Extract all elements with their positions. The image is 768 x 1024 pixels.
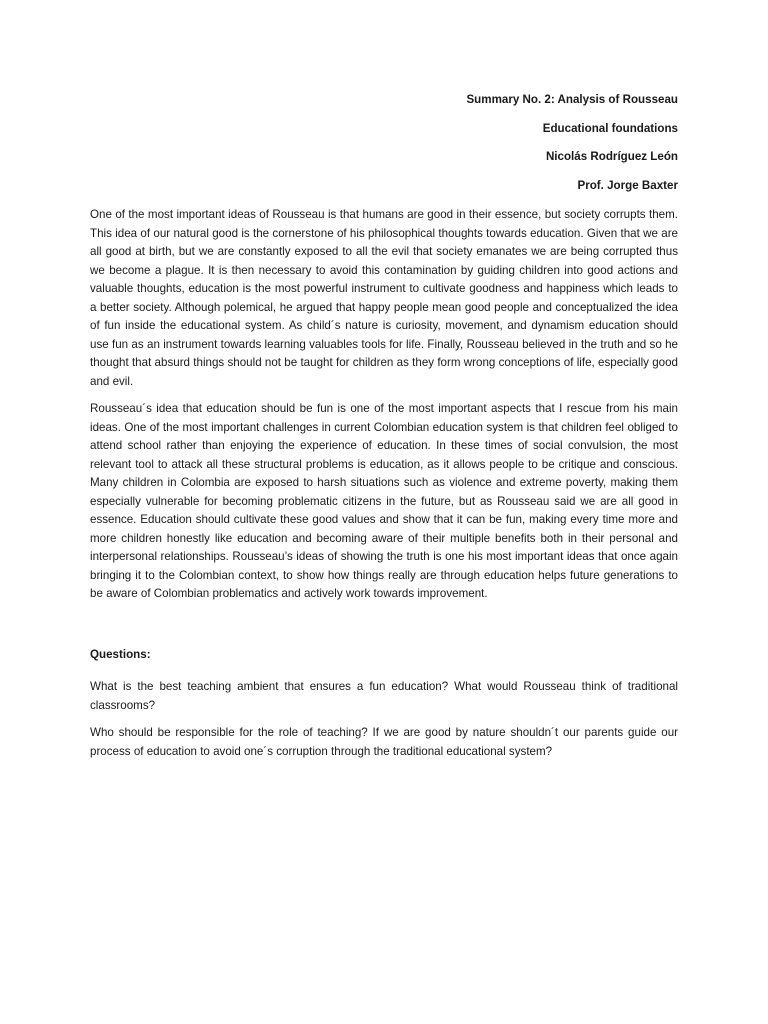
question-1: What is the best teaching ambient that ensures a fun education? What would Rousseau think of traditional classrooms? [90, 680, 678, 712]
questions-heading: Questions: [90, 647, 151, 661]
document-content [90, 92, 678, 1012]
professor-name: Prof. Jorge Baxter [577, 178, 678, 192]
author-name: Nicolás Rodríguez León [545, 150, 678, 163]
course-name: Educational foundations [542, 121, 678, 135]
body-paragraph-2: Rousseau´s idea that education should be fun is one of the most important aspects that I rescue from his main ideas. One of the most important challenges in current Colombian education system is that children feel obliged to attend school rather than enjoying the experience of education. In these times of social convulsion, the most relevant tool to attack all these structural problems is education, as it allows people to be critique and conscious. Many children in Colombia are exposed to harsh situations such as violence and extreme poverty, making them especially vulnerable for becoming problematic citizens in the future, but as Rousseau said we are all good in essence. Education should cultivate these good values and show that it can be fun, making every time more and more children honestly like education and becoming aware of their multiple benefits both in their personal and interpersonal relationships. Rousseau’s ideas of showing the truth is one his most important ideas that once again bringing it to the Colombian context, to show how things really are through education helps future generations to be aware of Colombian problematics and actively work towards improvement. [90, 402, 678, 600]
document-header [90, 92, 678, 193]
document-title: Summary No. 2: Analysis of Rousseau [466, 93, 678, 106]
question-2: Who should be responsible for the role of teaching? If we are good by nature shouldn´t our parents guide our process of education to avoid one´s corruption through the traditional educational system? [90, 726, 678, 758]
body-paragraph-1: One of the most important ideas of Rousseau is that humans are good in their essence, but society corrupts them. This idea of our natural good is the cornerstone of his philosophical thoughts towards education. Given that we are all good at birth, but we are constantly exposed to all the evil that society emanates we are being corrupted thus we become a plague. It is then necessary to avoid this contamination by guiding children into good actions and valuable thoughts, education is the most powerful instrument to cultivate goodness and happiness which leads to a better society. Although polemical, he argued that happy people mean good people and conceptualized the idea of fun inside the educational system. As child´s nature is curiosity, movement, and dynamism education should use fun as an instrument towards learning valuables tools for life. Finally, Rousseau believed in the truth and so he thought that absurd things should not be taught for children as they form wrong conceptions of life, especially good and evil. [90, 208, 678, 388]
document-body [90, 206, 678, 761]
